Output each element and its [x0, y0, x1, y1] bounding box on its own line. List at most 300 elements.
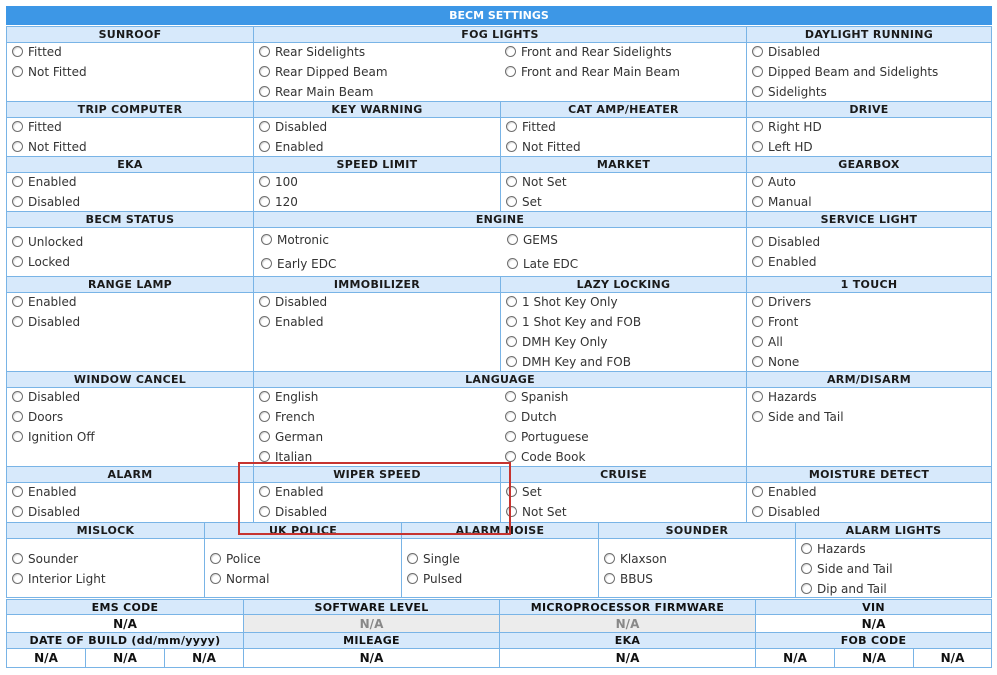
trip-computer-option-not-fitted[interactable] [12, 140, 87, 154]
option-label: Enabled [28, 485, 77, 499]
option-label: Fitted [28, 120, 62, 134]
option-label: Right HD [768, 120, 822, 134]
radio-button[interactable] [507, 234, 518, 245]
radio-button[interactable] [752, 121, 763, 132]
radio-button[interactable] [259, 506, 270, 517]
radio-button[interactable] [407, 553, 418, 564]
speed-limit-option-120[interactable] [259, 195, 298, 209]
wiper-speed-header: WIPER SPEED [254, 467, 500, 483]
section-range-lamp [6, 276, 254, 372]
lazy-locking-option-dmh-key-only[interactable] [506, 335, 608, 349]
option-label: Police [226, 552, 261, 566]
section-fog-lights [253, 26, 747, 103]
section-market [500, 156, 747, 212]
cruise-header: CRUISE [501, 467, 746, 483]
option-label: Not Set [522, 175, 567, 189]
key-warning-header: KEY WARNING [254, 102, 500, 118]
alarm-noise-option-pulsed[interactable] [407, 572, 462, 586]
alarm-lights-option-hazards[interactable] [801, 542, 866, 556]
radio-button[interactable] [12, 553, 23, 564]
radio-button[interactable] [12, 391, 23, 402]
option-label: Left HD [768, 140, 813, 154]
trip-computer-header: TRIP COMPUTER [7, 102, 253, 118]
fog-lights-header: FOG LIGHTS [254, 27, 746, 43]
eka-value[interactable]: N/A [499, 648, 756, 668]
range-lamp-option-enabled[interactable] [12, 295, 77, 309]
fog-lights-option-rear-sidelights[interactable] [259, 45, 365, 59]
immobilizer-option-enabled[interactable] [259, 315, 324, 329]
lazy-locking-option-1-shot-key-only[interactable] [506, 295, 618, 309]
radio-button[interactable] [259, 411, 270, 422]
radio-button[interactable] [407, 573, 418, 584]
option-label: Pulsed [423, 572, 463, 586]
engine-header: ENGINE [254, 212, 746, 228]
cat-amp-heater-option-fitted[interactable] [506, 120, 556, 134]
option-label: French [275, 410, 315, 424]
fog-lights-option-front-and-rear-sidelights[interactable] [505, 45, 672, 59]
option-label: GEMS [523, 233, 558, 247]
radio-button[interactable] [12, 141, 23, 152]
alarm-lights-option-side-and-tail[interactable] [801, 562, 893, 576]
option-label: All [768, 335, 783, 349]
radio-button[interactable] [752, 316, 763, 327]
option-label: Set [522, 195, 542, 209]
radio-button[interactable] [506, 296, 517, 307]
option-label: Set [522, 485, 542, 499]
eka-option-disabled[interactable] [12, 195, 80, 209]
option-label: Auto [768, 175, 796, 189]
engine-option-late-edc[interactable] [507, 257, 578, 271]
service-light-option-enabled[interactable] [752, 255, 817, 269]
radio-button[interactable] [506, 506, 517, 517]
sunroof-option-not-fitted[interactable] [12, 65, 87, 79]
software-level-value: N/A [243, 614, 500, 633]
language-option-english[interactable] [259, 390, 318, 404]
fob-code-3[interactable]: N/A [913, 648, 992, 668]
lazy-locking-option-dmh-key-and-fob[interactable] [506, 355, 631, 369]
option-label: 120 [275, 195, 298, 209]
gearbox-option-auto[interactable] [752, 175, 796, 189]
speed-limit-option-100[interactable] [259, 175, 298, 189]
alarm-header: ALARM [7, 467, 253, 483]
option-label: Sidelights [768, 85, 827, 99]
daylight-running-option-sidelights[interactable] [752, 85, 827, 99]
key-warning-option-disabled[interactable] [259, 120, 327, 134]
option-label: DMH Key Only [522, 335, 608, 349]
language-option-italian[interactable] [259, 450, 312, 464]
section-engine [253, 211, 747, 277]
wiper-speed-option-disabled[interactable] [259, 505, 327, 519]
radio-button[interactable] [12, 46, 23, 57]
option-label: DMH Key and FOB [522, 355, 631, 369]
option-label: Ignition Off [28, 430, 95, 444]
radio-button[interactable] [210, 553, 221, 564]
radio-button[interactable] [801, 583, 812, 594]
uk-police-header: UK POLICE [205, 523, 401, 539]
uk-police-option-normal[interactable] [210, 572, 269, 586]
option-label: Italian [275, 450, 313, 464]
section-alarm-noise [401, 522, 599, 598]
radio-button[interactable] [259, 296, 270, 307]
option-label: Front and Rear Sidelights [521, 45, 672, 59]
becm-status-option-unlocked[interactable] [12, 235, 83, 249]
option-label: Late EDC [523, 257, 579, 271]
radio-button[interactable] [752, 391, 763, 402]
option-label: Not Fitted [28, 65, 87, 79]
radio-button[interactable] [12, 121, 23, 132]
moisture-detect-option-disabled[interactable] [752, 505, 820, 519]
option-label: Disabled [768, 235, 821, 249]
radio-button[interactable] [752, 141, 763, 152]
option-label: Enabled [275, 485, 324, 499]
wiper-speed-option-enabled[interactable] [259, 485, 324, 499]
alarm-noise-header: ALARM NOISE [402, 523, 598, 539]
option-label: Rear Main Beam [275, 85, 374, 99]
radio-button[interactable] [801, 563, 812, 574]
radio-button[interactable] [210, 573, 221, 584]
fog-lights-option-front-and-rear-main-beam[interactable] [505, 65, 680, 79]
option-label: English [275, 390, 319, 404]
radio-button[interactable] [506, 486, 517, 497]
date-of-build-label: DATE OF BUILD (dd/mm/yyyy) [6, 632, 244, 649]
section-wiper-speed [253, 466, 501, 523]
radio-button[interactable] [752, 236, 763, 247]
option-label: Normal [226, 572, 270, 586]
option-label: Dip and Tail [817, 582, 887, 596]
radio-button[interactable] [505, 451, 516, 462]
radio-button[interactable] [506, 176, 517, 187]
section-key-warning [253, 101, 501, 157]
cat-amp-heater-option-not-fitted[interactable] [506, 140, 581, 154]
option-label: Hazards [768, 390, 817, 404]
alarm-noise-option-single[interactable] [407, 552, 460, 566]
option-label: Fitted [28, 45, 62, 59]
uk-police-option-police[interactable] [210, 552, 261, 566]
window-cancel-option-disabled[interactable] [12, 390, 80, 404]
option-label: Disabled [275, 295, 328, 309]
radio-button[interactable] [259, 391, 270, 402]
option-label: BBUS [620, 572, 653, 586]
moisture-detect-option-enabled[interactable] [752, 485, 817, 499]
radio-button[interactable] [505, 431, 516, 442]
option-label: Side and Tail [817, 562, 893, 576]
radio-button[interactable] [12, 316, 23, 327]
gearbox-header: GEARBOX [747, 157, 991, 173]
lazy-locking-option-1-shot-key-and-fob[interactable] [506, 315, 641, 329]
option-label: Hazards [817, 542, 866, 556]
radio-button[interactable] [259, 316, 270, 327]
window-cancel-header: WINDOW CANCEL [7, 372, 253, 388]
radio-button[interactable] [259, 431, 270, 442]
section-gearbox [746, 156, 992, 212]
option-label: Disabled [28, 195, 81, 209]
radio-button[interactable] [505, 391, 516, 402]
radio-button[interactable] [259, 196, 270, 207]
option-label: Disabled [28, 315, 81, 329]
radio-button[interactable] [752, 336, 763, 347]
section-daylight-running [746, 26, 992, 103]
option-label: 1 Shot Key and FOB [522, 315, 642, 329]
language-option-french[interactable] [259, 410, 315, 424]
market-option-set[interactable] [506, 195, 542, 209]
sunroof-option-fitted[interactable] [12, 45, 62, 59]
radio-button[interactable] [12, 256, 23, 267]
radio-button[interactable] [12, 236, 23, 247]
option-label: Enabled [768, 485, 817, 499]
lazy-locking-header: LAZY LOCKING [501, 277, 746, 293]
mislock-option-interior-light[interactable] [12, 572, 106, 586]
radio-button[interactable] [506, 141, 517, 152]
cruise-option-set[interactable] [506, 485, 542, 499]
section-alarm-lights [795, 522, 992, 598]
section-service-light [746, 211, 992, 277]
radio-button[interactable] [261, 258, 272, 269]
radio-button[interactable] [752, 86, 763, 97]
section-sounder [598, 522, 796, 598]
section-moisture-detect [746, 466, 992, 523]
page-title: BECM SETTINGS [6, 6, 992, 25]
alarm-lights-option-dip-and-tail[interactable] [801, 582, 887, 596]
section-becm-status [6, 211, 254, 277]
radio-button[interactable] [12, 196, 23, 207]
engine-option-gems[interactable] [507, 233, 558, 247]
section-mislock [6, 522, 205, 598]
language-header: LANGUAGE [254, 372, 746, 388]
radio-button[interactable] [259, 141, 270, 152]
sounder-option-klaxson[interactable] [604, 552, 667, 566]
speed-limit-header: SPEED LIMIT [254, 157, 500, 173]
radio-button[interactable] [752, 411, 763, 422]
option-label: Disabled [768, 45, 821, 59]
section-sunroof [6, 26, 254, 103]
drive-option-right-hd[interactable] [752, 120, 822, 134]
option-label: Disabled [28, 505, 81, 519]
option-label: Motronic [277, 233, 329, 247]
service-light-header: SERVICE LIGHT [747, 212, 991, 228]
cat-amp-heater-header: CAT AMP/HEATER [501, 102, 746, 118]
range-lamp-option-disabled[interactable] [12, 315, 80, 329]
radio-button[interactable] [752, 256, 763, 267]
date-of-build-year[interactable]: N/A [164, 648, 244, 668]
market-option-not-set[interactable] [506, 175, 567, 189]
option-label: Early EDC [277, 257, 337, 271]
section-trip-computer [6, 101, 254, 157]
mislock-option-sounder[interactable] [12, 552, 78, 566]
cruise-option-not-set[interactable] [506, 505, 567, 519]
mileage-label: MILEAGE [243, 632, 500, 649]
radio-button[interactable] [506, 336, 517, 347]
radio-button[interactable] [752, 46, 763, 57]
daylight-running-option-dipped-beam-and-sidelights[interactable] [752, 65, 938, 79]
radio-button[interactable] [259, 486, 270, 497]
alarm-option-enabled[interactable] [12, 485, 77, 499]
radio-button[interactable] [259, 176, 270, 187]
section-one-touch [746, 276, 992, 372]
radio-button[interactable] [505, 46, 516, 57]
ems-code-value: N/A [6, 614, 244, 633]
radio-button[interactable] [801, 543, 812, 554]
radio-button[interactable] [604, 573, 615, 584]
language-option-portuguese[interactable] [505, 430, 589, 444]
radio-button[interactable] [12, 66, 23, 77]
radio-button[interactable] [12, 573, 23, 584]
window-cancel-option-doors[interactable] [12, 410, 63, 424]
radio-button[interactable] [506, 356, 517, 367]
range-lamp-header: RANGE LAMP [7, 277, 253, 293]
option-label: Spanish [521, 390, 569, 404]
radio-button[interactable] [259, 46, 270, 57]
option-label: Dipped Beam and Sidelights [768, 65, 939, 79]
eka-option-enabled[interactable] [12, 175, 77, 189]
option-label: Unlocked [28, 235, 84, 249]
option-label: Not Fitted [522, 140, 581, 154]
option-label: Not Set [522, 505, 567, 519]
option-label: Code Book [521, 450, 586, 464]
section-lazy-locking [500, 276, 747, 372]
option-label: Dutch [521, 410, 557, 424]
section-drive [746, 101, 992, 157]
becm-status-header: BECM STATUS [7, 212, 253, 228]
service-light-option-disabled[interactable] [752, 235, 820, 249]
section-immobilizer [253, 276, 501, 372]
daylight-running-option-disabled[interactable] [752, 45, 820, 59]
option-label: Enabled [275, 315, 324, 329]
one-touch-header: 1 TOUCH [747, 277, 991, 293]
option-label: Sounder [28, 552, 79, 566]
radio-button[interactable] [12, 176, 23, 187]
becm-status-option-locked[interactable] [12, 255, 70, 269]
sunroof-header: SUNROOF [7, 27, 253, 43]
mileage-value[interactable]: N/A [243, 648, 500, 668]
radio-button[interactable] [752, 296, 763, 307]
date-of-build-day[interactable]: N/A [6, 648, 86, 668]
option-label: Single [423, 552, 460, 566]
language-option-spanish[interactable] [505, 390, 568, 404]
moisture-detect-header: MOISTURE DETECT [747, 467, 991, 483]
radio-button[interactable] [752, 506, 763, 517]
immobilizer-option-disabled[interactable] [259, 295, 327, 309]
option-label: Interior Light [28, 572, 106, 586]
one-touch-option-front[interactable] [752, 315, 798, 329]
radio-button[interactable] [12, 506, 23, 517]
radio-button[interactable] [604, 553, 615, 564]
radio-button[interactable] [752, 196, 763, 207]
section-eka [6, 156, 254, 212]
mislock-header: MISLOCK [7, 523, 204, 539]
radio-button[interactable] [506, 121, 517, 132]
option-label: 100 [275, 175, 298, 189]
drive-option-left-hd[interactable] [752, 140, 813, 154]
radio-button[interactable] [506, 196, 517, 207]
language-option-code-book[interactable] [505, 450, 585, 464]
option-label: Enabled [768, 255, 817, 269]
section-cruise [500, 466, 747, 523]
option-label: Enabled [28, 175, 77, 189]
key-warning-option-enabled[interactable] [259, 140, 324, 154]
software-level-label: SOFTWARE LEVEL [243, 599, 500, 615]
option-label: Disabled [768, 505, 821, 519]
alarm-lights-header: ALARM LIGHTS [796, 523, 991, 539]
radio-button[interactable] [752, 66, 763, 77]
radio-button[interactable] [505, 411, 516, 422]
option-label: Front [768, 315, 799, 329]
section-language [253, 371, 747, 467]
option-label: None [768, 355, 800, 369]
eka-label: EKA [499, 632, 756, 649]
radio-button[interactable] [12, 431, 23, 442]
language-option-dutch[interactable] [505, 410, 557, 424]
engine-option-motronic[interactable] [261, 233, 329, 247]
daylight-running-header: DAYLIGHT RUNNING [747, 27, 991, 43]
radio-button[interactable] [259, 121, 270, 132]
radio-button[interactable] [259, 86, 270, 97]
radio-button[interactable] [12, 411, 23, 422]
fog-lights-option-rear-main-beam[interactable] [259, 85, 373, 99]
eka-header: EKA [7, 157, 253, 173]
option-label: Manual [768, 195, 812, 209]
option-label: Front and Rear Main Beam [521, 65, 680, 79]
one-touch-option-all[interactable] [752, 335, 783, 349]
ems-code-label: EMS CODE [6, 599, 244, 615]
microprocessor-firmware-value: N/A [499, 614, 756, 633]
gearbox-option-manual[interactable] [752, 195, 812, 209]
radio-button[interactable] [12, 486, 23, 497]
vin-value: N/A [755, 614, 992, 633]
fob-code-1[interactable]: N/A [755, 648, 835, 668]
sounder-option-bbus[interactable] [604, 572, 653, 586]
radio-button[interactable] [507, 258, 518, 269]
section-uk-police [204, 522, 402, 598]
radio-button[interactable] [259, 451, 270, 462]
section-arm-disarm [746, 371, 992, 467]
option-label: Klaxson [620, 552, 667, 566]
date-of-build-month[interactable]: N/A [85, 648, 165, 668]
alarm-option-disabled[interactable] [12, 505, 80, 519]
fob-code-label: FOB CODE [755, 632, 992, 649]
radio-button[interactable] [259, 66, 270, 77]
section-cat-amp-heater [500, 101, 747, 157]
radio-button[interactable] [506, 316, 517, 327]
radio-button[interactable] [12, 296, 23, 307]
one-touch-option-none[interactable] [752, 355, 799, 369]
language-option-german[interactable] [259, 430, 323, 444]
arm-disarm-option-side-and-tail[interactable] [752, 410, 844, 424]
radio-button[interactable] [505, 66, 516, 77]
radio-button[interactable] [752, 176, 763, 187]
radio-button[interactable] [752, 356, 763, 367]
option-label: Doors [28, 410, 64, 424]
immobilizer-header: IMMOBILIZER [254, 277, 500, 293]
radio-button[interactable] [261, 234, 272, 245]
one-touch-option-drivers[interactable] [752, 295, 811, 309]
window-cancel-option-ignition-off[interactable] [12, 430, 95, 444]
arm-disarm-option-hazards[interactable] [752, 390, 817, 404]
fob-code-2[interactable]: N/A [834, 648, 914, 668]
option-label: Portuguese [521, 430, 589, 444]
engine-option-early-edc[interactable] [261, 257, 336, 271]
option-label: Fitted [522, 120, 556, 134]
option-label: Rear Sidelights [275, 45, 366, 59]
arm-disarm-header: ARM/DISARM [747, 372, 991, 388]
drive-header: DRIVE [747, 102, 991, 118]
trip-computer-option-fitted[interactable] [12, 120, 62, 134]
option-label: German [275, 430, 324, 444]
section-speed-limit [253, 156, 501, 212]
radio-button[interactable] [752, 486, 763, 497]
option-label: Side and Tail [768, 410, 844, 424]
option-label: Disabled [275, 120, 328, 134]
fog-lights-option-rear-dipped-beam[interactable] [259, 65, 388, 79]
